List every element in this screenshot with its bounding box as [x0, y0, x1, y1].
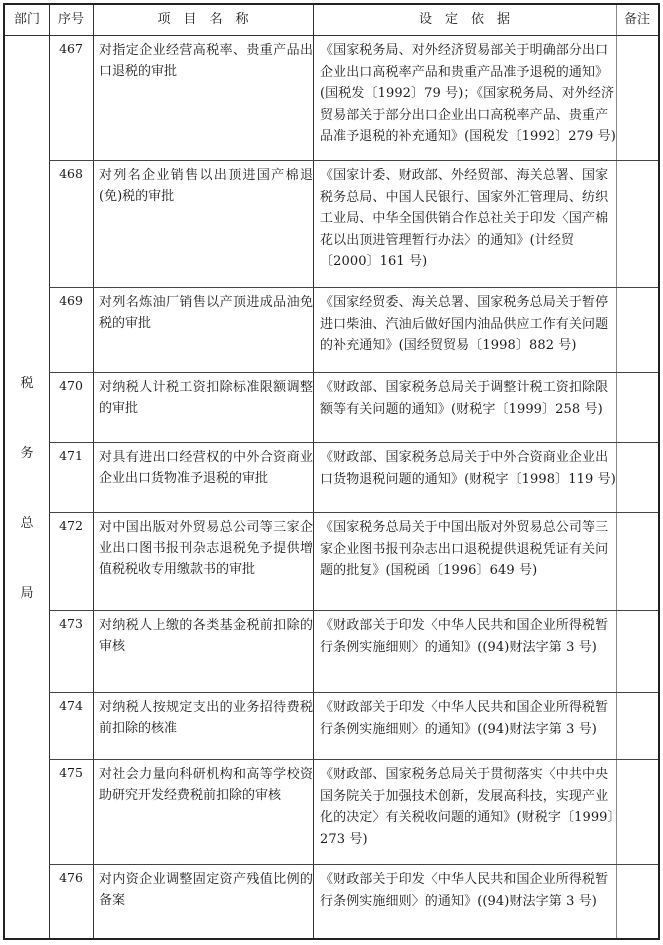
approval-items-table [3, 3, 660, 940]
table-header [5, 5, 658, 36]
row-number: 471 [59, 448, 83, 463]
item-name: 对中国出版对外贸易总公司等三家企业出口图书报刊杂志退税免予提供增值税税收专用缴款书的审批 [99, 520, 313, 577]
table-row [49, 864, 658, 938]
table-row [49, 442, 658, 513]
item-basis: 《财政部、国家税务总局关于调整计税工资扣除限额等有关问题的通知》(财税字〔1999〕258 号) [320, 380, 609, 417]
item-basis: 《财政部关于印发〈中华人民共和国企业所得税暂行条例实施细则〉的通知》((94)财法字第 3 号) [320, 700, 609, 737]
row-number: 470 [59, 378, 83, 393]
item-basis: 《财政部、国家税务总局关于贯彻落实〈中共中央 国务院关于加强技术创新，发展高科技，实现产业化的决定〉有关税收问题的通知》(财税字〔1999〕273 号) [320, 767, 622, 847]
table-row [49, 759, 658, 865]
item-name: 对列名炼油厂销售以产顶进成品油免税的审批 [99, 295, 313, 331]
header-item-name: 项 目 名 称 [157, 12, 249, 27]
item-name: 对内资企业调整固定资产残值比例的备案 [99, 872, 313, 908]
table-row [49, 287, 658, 373]
header-department: 部门 [13, 12, 40, 27]
item-name: 对纳税人计税工资扣除标准限额调整的审批 [99, 380, 313, 416]
row-number: 476 [59, 870, 83, 885]
row-number: 473 [59, 616, 83, 631]
table-row [49, 160, 658, 288]
row-number: 474 [59, 698, 83, 713]
department-char: 总 [20, 516, 34, 531]
row-number: 472 [59, 518, 83, 533]
table-row [49, 35, 658, 161]
item-basis: 《财政部关于印发〈中华人民共和国企业所得税暂行条例实施细则〉的通知》((94)财法字第 3 号) [320, 872, 609, 909]
item-basis: 《国家经贸委、海关总署、国家税务总局关于暂停进口柴油、汽油后做好国内油品供应工作有关问题的补充通知》(国经贸贸易〔1998〕882 号) [320, 295, 609, 353]
row-number: 475 [59, 765, 83, 780]
item-name: 对列名企业销售以出顶进国产棉退(免)税的审批 [99, 168, 313, 204]
table-row [49, 512, 658, 611]
department-char: 局 [20, 586, 34, 601]
item-basis: 《国家税务局、对外经济贸易部关于明确部分出口企业出口高税率产品和贵重产品准予退税的通知》(国税发〔1992〕79 号)；《国家税务局、对外经济贸易部关于部分出口企业出口高税率产品、贵重产品准予退税的补充通知》(国税发〔1992〕279 号) [320, 43, 616, 144]
department-char: 务 [20, 446, 34, 461]
item-basis: 《国家计委、财政部、外经贸部、海关总署、国家税务总局、中国人民银行、国家外汇管理局、纺织工业局、中华全国供销合作总社关于印发〈国产棉花以出顶进管理暂行办法〉的通知》(计经贸〔2000〕161 号) [320, 168, 609, 269]
row-number: 468 [59, 166, 83, 181]
row-number: 469 [59, 293, 83, 308]
table-row [49, 372, 658, 443]
item-name: 对纳税人按规定支出的业务招待费税前扣除的核准 [99, 700, 313, 736]
item-basis: 《财政部关于印发〈中华人民共和国企业所得税暂行条例实施细则〉的通知》((94)财法字第 3 号) [320, 618, 609, 655]
item-basis: 《财政部、国家税务总局关于中外合资商业企业出口货物退税问题的通知》(财税字〔1998〕119 号) [320, 450, 616, 487]
item-name: 对指定企业经营高税率、贵重产品出口退税的审批 [99, 43, 313, 79]
table-row [49, 692, 658, 760]
department-char: 税 [20, 376, 34, 391]
table-row [49, 610, 658, 693]
item-name: 对具有进出口经营权的中外合资商业企业出口货物准予退税的审批 [99, 450, 313, 486]
header-basis: 设 定 依 据 [418, 12, 510, 27]
item-basis: 《国家税务总局关于中国出版对外贸易总公司等三家企业图书报刊杂志出口退税提供退税凭证有关问题的批复》(国税函〔1996〕649 号) [320, 520, 609, 578]
item-name: 对社会力量向科研机构和高等学校资助研究开发经费税前扣除的审核 [99, 767, 313, 803]
header-remarks: 备注 [623, 12, 650, 27]
row-number: 467 [59, 41, 83, 56]
header-number: 序号 [57, 12, 84, 27]
item-name: 对纳税人上缴的各类基金税前扣除的审核 [99, 618, 313, 654]
